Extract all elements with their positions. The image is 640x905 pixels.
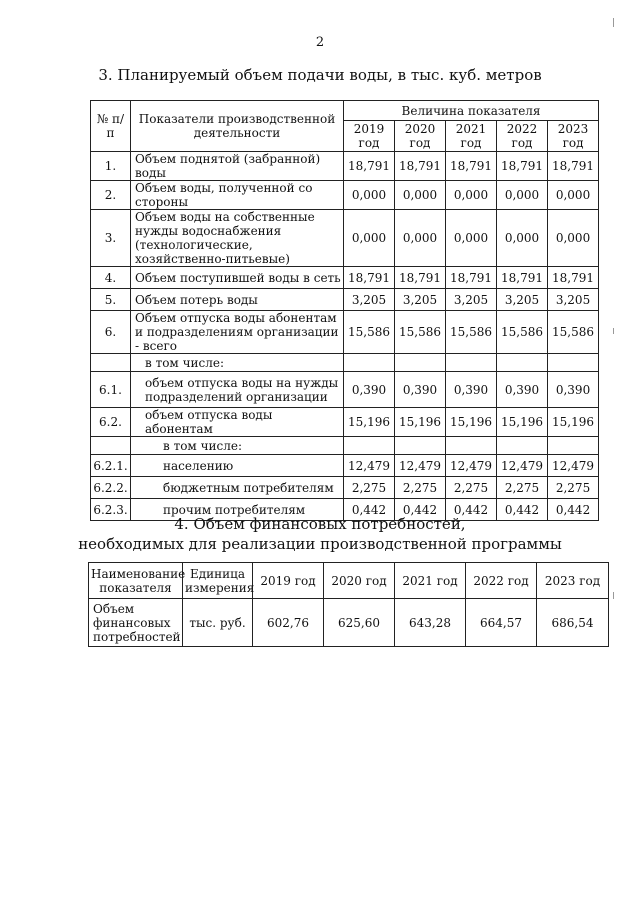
financial-header: 2021 год [395,563,466,599]
table-row [91,181,599,210]
row-number: 3. [91,210,131,267]
financial-cell: 643,28 [395,599,466,647]
table-row [91,477,599,499]
row-indicator: бюджетным потребителям [131,477,344,499]
row-value: 0,000 [344,210,395,267]
financial-cell: тыс. руб. [183,599,253,647]
header-indicator: Показатели производственной деятельности [131,101,344,152]
row-value: 2,275 [497,477,548,499]
row-value [446,354,497,372]
row-indicator: в том числе: [131,437,344,455]
row-value: 12,479 [446,455,497,477]
row-value: 0,000 [548,181,599,210]
row-value: 0,000 [395,181,446,210]
row-indicator: Объем отпуска воды абонентам и подразделениям организации - всего [131,311,344,354]
table-row [91,455,599,477]
row-value: 18,791 [548,267,599,289]
row-value: 0,000 [548,210,599,267]
row-value: 0,000 [446,181,497,210]
row-value [395,437,446,455]
row-value: 0,000 [497,181,548,210]
header-number: № п/п [91,101,131,152]
header-year: 2019 год [344,121,395,152]
row-value: 0,390 [497,372,548,408]
financial-header: 2020 год [324,563,395,599]
row-value: 2,275 [548,477,599,499]
row-value: 18,791 [548,152,599,181]
row-value: 0,442 [497,499,548,521]
financial-header: Наименование показателя [89,563,183,599]
table-row [91,437,599,455]
row-indicator: Объем поступившей воды в сеть [131,267,344,289]
table-row [91,311,599,354]
row-value: 0,442 [548,499,599,521]
row-number: 6.1. [91,372,131,408]
row-value: 0,000 [344,181,395,210]
financial-needs-table [88,562,609,647]
row-value: 2,275 [344,477,395,499]
row-indicator: Объем поднятой (забранной) воды [131,152,344,181]
row-value: 0,390 [548,372,599,408]
row-value: 18,791 [344,152,395,181]
row-indicator: Объем потерь воды [131,289,344,311]
page-number: 2 [315,35,325,50]
row-number [91,354,131,372]
row-value: 18,791 [446,152,497,181]
row-value [548,354,599,372]
row-value: 0,000 [446,210,497,267]
row-indicator: объем отпуска воды абонентам [131,408,344,437]
row-indicator: Объем воды на собственные нужды водоснабжения (технологические, хозяйственно-питьевые) [131,210,344,267]
row-number [91,437,131,455]
financial-cell: 625,60 [324,599,395,647]
financial-header: 2023 год [537,563,609,599]
row-value: 18,791 [497,152,548,181]
row-value: 15,196 [548,408,599,437]
row-value: 2,275 [395,477,446,499]
row-value: 15,586 [395,311,446,354]
row-value [548,437,599,455]
row-value: 0,390 [344,372,395,408]
row-value: 15,196 [497,408,548,437]
header-year: 2020 год [395,121,446,152]
row-number: 6. [91,311,131,354]
row-value: 3,205 [395,289,446,311]
table-row [91,289,599,311]
row-value: 0,000 [395,210,446,267]
financial-cell: 664,57 [466,599,537,647]
row-number: 6.2.3. [91,499,131,521]
row-value: 12,479 [497,455,548,477]
row-value: 15,586 [344,311,395,354]
table-row [91,354,599,372]
financial-header: 2022 год [466,563,537,599]
financial-cell: 686,54 [537,599,609,647]
row-value: 0,390 [395,372,446,408]
table-row [91,210,599,267]
row-value [344,354,395,372]
header-value-group: Величина показателя [344,101,599,121]
row-value: 3,205 [497,289,548,311]
row-number: 6.2.1. [91,455,131,477]
row-value: 12,479 [395,455,446,477]
row-value: 0,000 [497,210,548,267]
row-value: 0,442 [446,499,497,521]
financial-cell: 602,76 [253,599,324,647]
row-value: 15,196 [395,408,446,437]
table-row [91,408,599,437]
row-value: 3,205 [446,289,497,311]
row-number: 1. [91,152,131,181]
water-supply-table-title: 3. Планируемый объем подачи воды, в тыс. куб. метров [98,66,542,84]
header-year: 2022 год [497,121,548,152]
row-number: 4. [91,267,131,289]
margin-mark [613,328,614,334]
financial-header: Единица измерения [183,563,253,599]
row-value [497,437,548,455]
financial-title-line2: необходимых для реализации производственной программы [78,535,562,553]
margin-mark [613,592,614,599]
table-row [91,152,599,181]
row-value [344,437,395,455]
row-indicator: прочим потребителям [131,499,344,521]
financial-title-line1: 4. Объем финансовых потребностей, [174,515,466,533]
row-value: 3,205 [344,289,395,311]
financial-cell: Объем финансовых потребностей [89,599,183,647]
row-number: 6.2. [91,408,131,437]
row-value: 12,479 [344,455,395,477]
row-indicator: Объем воды, полученной со стороны [131,181,344,210]
row-value: 15,586 [446,311,497,354]
row-value: 18,791 [395,267,446,289]
row-indicator: в том числе: [131,354,344,372]
row-number: 6.2.2. [91,477,131,499]
row-value: 18,791 [344,267,395,289]
header-year: 2021 год [446,121,497,152]
row-indicator: населению [131,455,344,477]
row-value: 0,442 [395,499,446,521]
row-number: 5. [91,289,131,311]
row-value: 15,196 [344,408,395,437]
water-supply-table [90,100,599,521]
row-value: 15,586 [497,311,548,354]
row-value: 0,390 [446,372,497,408]
row-value: 15,586 [548,311,599,354]
financial-table-title [0,514,640,554]
row-value: 18,791 [395,152,446,181]
row-value [395,354,446,372]
row-value: 15,196 [446,408,497,437]
row-value: 18,791 [446,267,497,289]
table-row [91,267,599,289]
row-number: 2. [91,181,131,210]
margin-mark [613,18,614,27]
row-value: 3,205 [548,289,599,311]
financial-header: 2019 год [253,563,324,599]
row-indicator: объем отпуска воды на нужды подразделений организации [131,372,344,408]
table-row [91,372,599,408]
header-year: 2023 год [548,121,599,152]
row-value [497,354,548,372]
row-value: 18,791 [497,267,548,289]
row-value: 12,479 [548,455,599,477]
row-value: 0,442 [344,499,395,521]
row-value [446,437,497,455]
row-value: 2,275 [446,477,497,499]
